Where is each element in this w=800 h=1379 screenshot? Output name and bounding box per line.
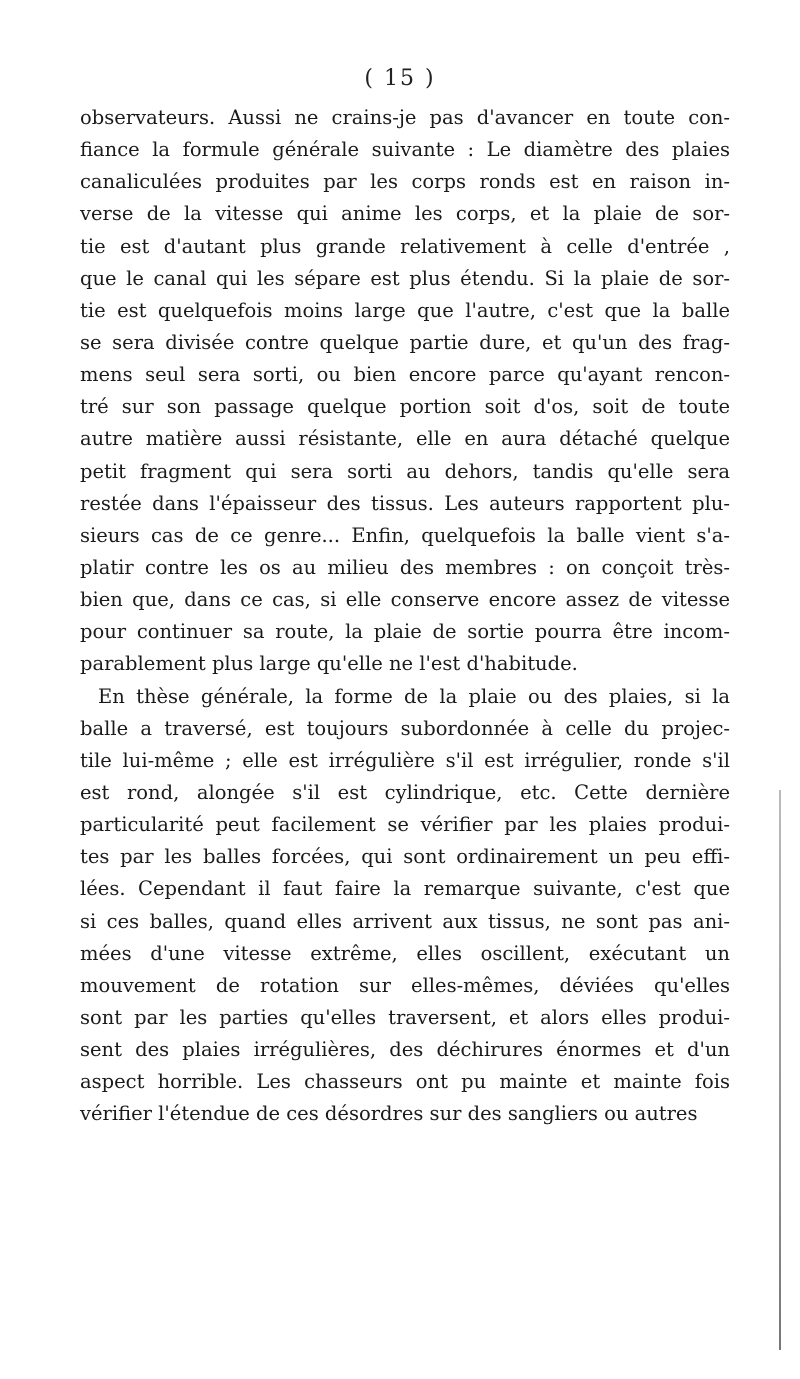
text-line: observateurs. Aussi ne crains-je pas d'avancer en toute con-: [80, 106, 730, 129]
text-line: tie est quelquefois moins large que l'autre, c'est que la balle: [80, 298, 730, 322]
text-line: bien que, dans ce cas, si elle conserve encore assez de vitesse: [80, 588, 730, 612]
text-line: sieurs cas de ce genre... Enfin, quelquefois la balle vient s'a-: [80, 523, 730, 547]
text-line: fiance la formule générale suivante : Le diamètre des plaies: [80, 138, 730, 162]
text-line: tes par les balles forcées, qui sont ordinairement un peu effi-: [80, 845, 730, 869]
text-line: verse de la vitesse qui anime les corps, et la plaie de sor-: [80, 202, 730, 226]
text-line: mouvement de rotation sur elles-mêmes, déviées qu'elles: [80, 973, 730, 997]
text-line: aspect horrible. Les chasseurs ont pu mainte et mainte fois: [80, 1070, 730, 1094]
text-line: canaliculées produites par les corps ronds est en raison in-: [80, 170, 730, 194]
text-line: tré sur son passage quelque portion soit d'os, soit de toute: [80, 395, 730, 419]
text-line: que le canal qui les sépare est plus étendu. Si la plaie de sor-: [80, 266, 730, 290]
text-line: En thèse générale, la forme de la plaie ou des plaies, si la: [98, 684, 730, 708]
page-edge-shadow: [779, 790, 781, 1350]
text-line: si ces balles, quand elles arrivent aux tissus, ne sont pas ani-: [80, 909, 730, 933]
text-line: restée dans l'épaisseur des tissus. Les auteurs rapportent plu-: [80, 491, 730, 515]
text-line: pour continuer sa route, la plaie de sortie pourra être incom-: [80, 620, 730, 644]
text-line: petit fragment qui sera sorti au dehors, tandis qu'elle sera: [80, 459, 730, 483]
text-line: autre matière aussi résistante, elle en aura détaché quelque: [80, 427, 730, 451]
text-line: tie est d'autant plus grande relativement à celle d'entrée ,: [80, 234, 730, 258]
text-line: tile lui-même ; elle est irrégulière s'il est irrégulier, ronde s'il: [80, 748, 730, 772]
text-line: vérifier l'étendue de ces désordres sur des sangliers ou autres: [80, 1102, 698, 1126]
page-number: ( 15 ): [364, 66, 436, 91]
text-line: parablement plus large qu'elle ne l'est d'habitude.: [80, 652, 578, 676]
text-line: mées d'une vitesse extrême, elles oscillent, exécutant un: [80, 941, 730, 965]
text-line: est rond, alongée s'il est cylindrique, etc. Cette dernière: [80, 780, 730, 804]
text-line: sont par les parties qu'elles traversent, et alors elles produi-: [80, 1005, 730, 1029]
text-line: se sera divisée contre quelque partie dure, et qu'un des frag-: [80, 330, 730, 354]
text-line: mens seul sera sorti, ou bien encore parce qu'ayant rencon-: [80, 363, 730, 387]
text-line: lées. Cependant il faut faire la remarque suivante, c'est que: [80, 877, 730, 901]
text-line: sent des plaies irrégulières, des déchirures énormes et d'un: [80, 1038, 730, 1062]
text-line: balle a traversé, est toujours subordonnée à celle du projec-: [80, 716, 730, 740]
text-line: particularité peut facilement se vérifier par les plaies produi-: [80, 813, 730, 837]
text-line: platir contre les os au milieu des membres : on conçoit très-: [80, 555, 730, 579]
body-text: [80, 102, 730, 1131]
